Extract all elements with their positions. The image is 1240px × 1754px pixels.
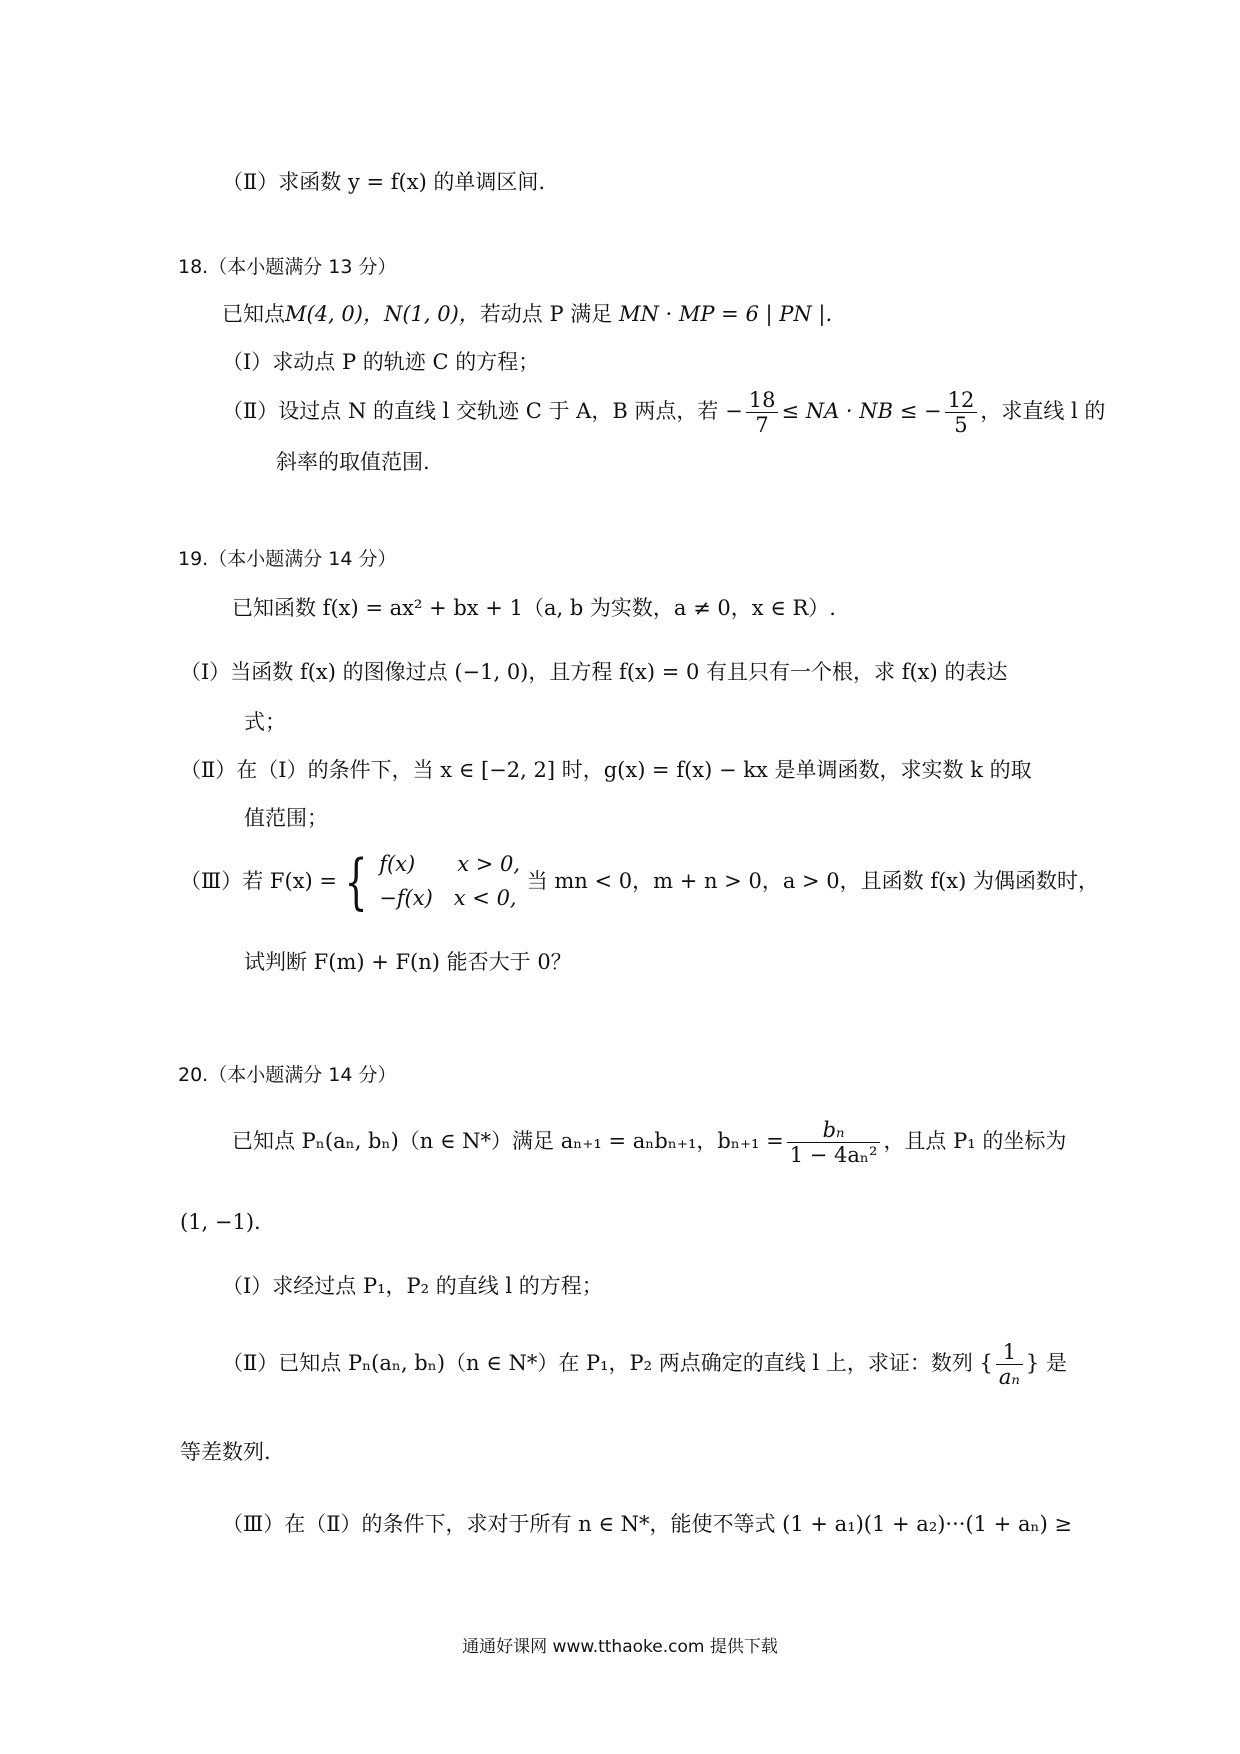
fraction-18-7: $\frac{18}{7}$	[746, 388, 779, 437]
q18-part2: （Ⅱ）设过点 N 的直线 l 交轨迹 C 于 A，B 两点，若 − $\frac{18}{7}$ ≤ NA · NB ≤ − $\frac{12}{5}$ ，求直线 l 的	[222, 388, 1106, 438]
q19-part1: （Ⅰ）当函数 f(x) 的图像过点 (−1, 0)，且方程 f(x) = 0 有且只有一个根，求 f(x) 的表达	[180, 660, 1008, 684]
q20-part3: （Ⅲ）在（Ⅱ）的条件下，求对于所有 n ∈ N*，能使不等式 (1 + a₁)(1 + a₂)···(1 + aₙ) ≥	[222, 1512, 1073, 1536]
piecewise-cases: f(x) x > 0, −f(x) x < 0,	[379, 852, 521, 910]
q19-part3: （Ⅲ）若 F(x) = { f(x) x > 0, −f(x) x < 0, 当 mn < 0，m + n > 0，a > 0，且函数 f(x) 为偶函数时，	[180, 846, 1099, 917]
q20-part1: （Ⅰ）求经过点 P₁，P₂ 的直线 l 的方程；	[222, 1274, 603, 1298]
fraction-1-an: $\frac{1}{\text{aₙ}}$	[996, 1340, 1023, 1389]
q18-stem: 已知点M(4, 0)，N(1, 0)，若动点 P 满足 MN · MP = 6 | PN |.	[222, 302, 833, 326]
fraction-12-5: $\frac{12}{5}$	[945, 388, 978, 437]
left-brace: {	[344, 846, 368, 917]
q20-stem: 已知点 Pₙ(aₙ, bₙ)（n ∈ N*）满足 aₙ₊₁ = aₙbₙ₊₁，bₙ₊₁ = $\frac{\text{bₙ}}{\text{1 − 4aₙ²}}$ ，且点 P₁ 的坐标为	[232, 1118, 1067, 1168]
q19-part3-cont: 试判断 F(m) + F(n) 能否大于 0？	[244, 950, 572, 974]
q17-part2: （Ⅱ）求函数 y = f(x) 的单调区间.	[222, 170, 546, 194]
q19-part2-cont: 值范围；	[244, 806, 328, 830]
q19-stem: 已知函数 f(x) = ax² + bx + 1（a, b 为实数，a ≠ 0，x ∈ R）.	[232, 596, 836, 620]
q20-stem-cont: (1, −1).	[180, 1210, 261, 1234]
q19-part1-cont: 式；	[244, 710, 286, 734]
q19-header: 19.（本小题满分 14 分）	[178, 548, 397, 570]
q20-part2: （Ⅱ）已知点 Pₙ(aₙ, bₙ)（n ∈ N*）在 P₁，P₂ 两点确定的直线 l 上，求证：数列 { $\frac{1}{\text{aₙ}}$ } 是	[222, 1340, 1067, 1390]
q20-header: 20.（本小题满分 14 分）	[178, 1064, 397, 1086]
fraction-bn: $\frac{\text{bₙ}}{\text{1 − 4aₙ²}}$	[787, 1118, 881, 1167]
q20-part2-cont: 等差数列.	[180, 1440, 271, 1464]
q19-part2: （Ⅱ）在（Ⅰ）的条件下，当 x ∈ [−2, 2] 时，g(x) = f(x) − kx 是单调函数，求实数 k 的取	[180, 758, 1032, 782]
q18-part1: （Ⅰ）求动点 P 的轨迹 C 的方程；	[222, 350, 540, 374]
q18-part2-cont: 斜率的取值范围.	[276, 450, 430, 474]
page-footer: 通通好课网 www.tthaoke.com 提供下载	[462, 1637, 778, 1657]
q18-header: 18.（本小题满分 13 分）	[178, 256, 397, 278]
